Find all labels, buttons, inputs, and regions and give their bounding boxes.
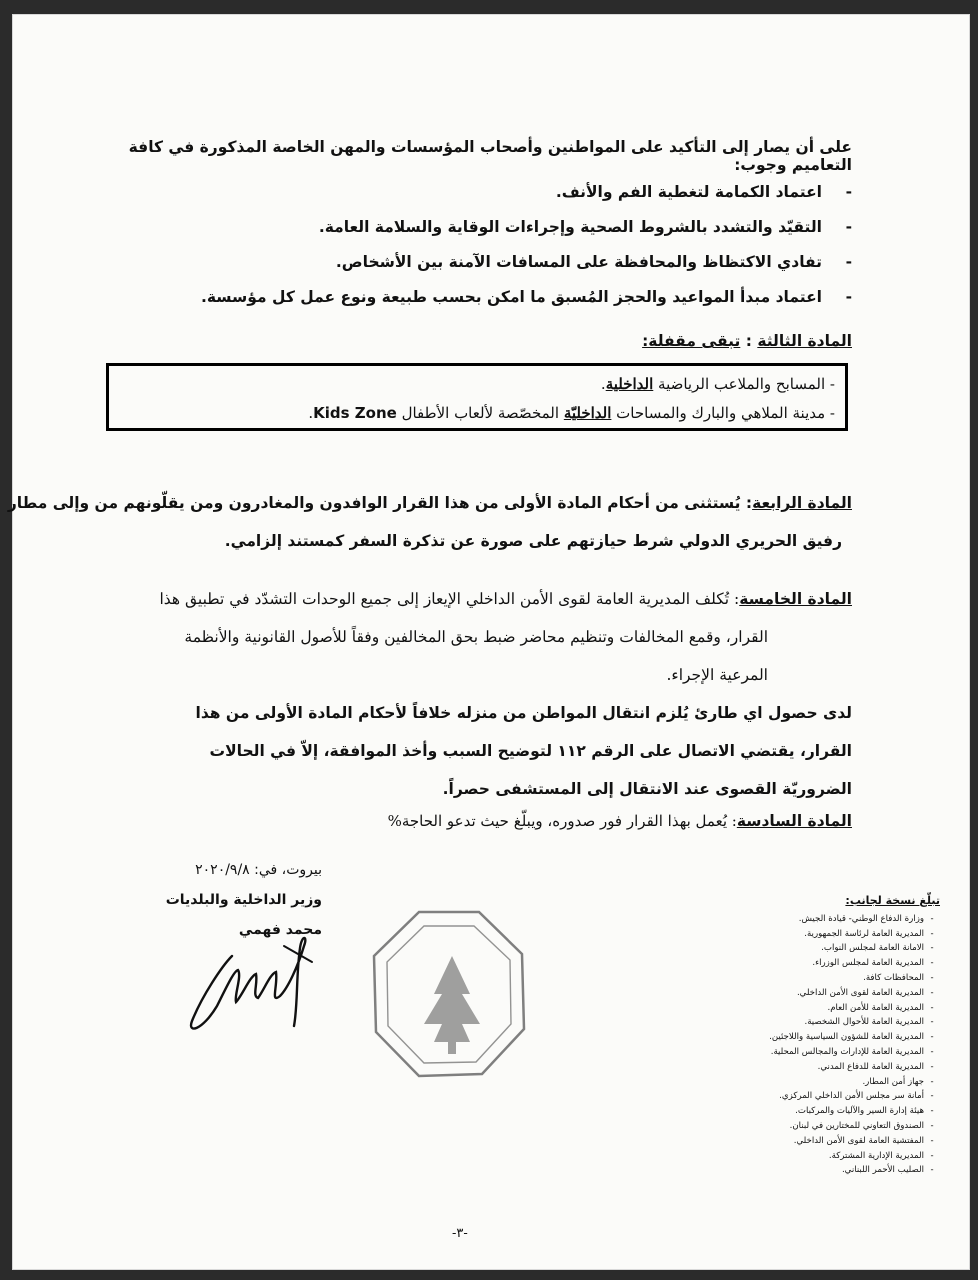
article-4: المادة الرابعة: يُستثنى من أحكام المادة الأولى من هذا القرار الوافدون والمغادرون ومن يقلّونهم من وإلى مطار رفيق الحريري الدولي شرط حيازتهم على صورة عن تذكرة السفر كمستند إلزامي. — [7, 494, 852, 550]
list-item: -المديرية العامة لمجلس الوزراء. — [812, 958, 934, 969]
list-item: -اعتماد الكمامة لتغطية الفم والأنف. — [555, 183, 852, 201]
list-item: -المديرية العامة لرئاسة الجمهورية. — [804, 928, 934, 939]
list-item: -المديرية العامة للأحوال الشخصية. — [804, 1017, 934, 1028]
closed-venues-box — [106, 363, 848, 431]
list-item: -جهاز أمن المطار. — [862, 1076, 934, 1087]
list-item: -المديرية العامة لقوى الأمن الداخلي. — [796, 987, 934, 998]
place-date: بيروت، في: ٢٠٢٠/٩/٨ — [195, 862, 322, 878]
distribution-list — [740, 894, 940, 1178]
handwritten-signature — [172, 926, 322, 1036]
list-item: -المديرية العامة للإدارات والمجالس المحلية. — [770, 1046, 934, 1057]
requirements-list — [132, 175, 852, 315]
intro-paragraph: على أن يصار إلى التأكيد على المواطنين وأصحاب المؤسسات والمهن الخاصة المذكورة في كافة التعاميم وجوب: — [128, 138, 852, 174]
list-item: -الصندوق التعاوني للمختارين في لبنان. — [789, 1120, 934, 1131]
list-item: -وزارة الدفاع الوطني- قيادة الجيش. — [798, 913, 934, 924]
list-item: -المحافظات كافة. — [863, 972, 934, 983]
article-5: المادة الخامسة: تُكلف المديرية العامة لقوى الأمن الداخلي الإيعاز إلى جميع الوحدات التشدّد في تطبيق هذا القرار، وقمع المخالفات وتنظيم محاضر ضبط بحق المخالفين وفقاً للأصول القانونية والأنظمة المرعية الإجراء. لدى حصول اي طارئ يُلزم انتقال المواطن من منزله خلافاً لأحكام المادة الأولى من هذا القرار، يقتضي الاتصال على الرقم ١١٢ لتوضيح السبب وأخذ الموافقة، إلاّ في الحالات الضروريّة القصوى عند الانتقال إلى المستشفى حصراً. — [159, 590, 852, 798]
minister-title: وزير الداخلية والبلديات — [165, 892, 322, 908]
article-6: المادة السادسة: يُعمل بهذا القرار فور صدوره، ويبلّغ حيث تدعو الحاجة% — [387, 812, 852, 830]
list-item: -الصليب الأحمر اللبناني. — [841, 1165, 934, 1176]
list-item: -المديرية العامة للدفاع المدني. — [817, 1061, 934, 1072]
list-item: -اعتماد مبدأ المواعيد والحجز المُسبق ما امكن بحسب طبيعة ونوع عمل كل مؤسسة. — [200, 288, 852, 306]
list-item: -أمانة سر مجلس الأمن الداخلي المركزي. — [779, 1091, 934, 1102]
list-item: -المديرية الإدارية المشتركة. — [828, 1150, 934, 1161]
page-number: -٣- — [452, 1226, 468, 1241]
box-row: - المسابح والملاعب الرياضية الداخلية. — [600, 375, 835, 393]
list-item: -المفتشية العامة لقوى الأمن الداخلي. — [793, 1135, 934, 1146]
list-item: -المديرية العامة للأمن العام. — [827, 1002, 934, 1013]
list-item: -تفادي الاكتظاظ والمحافظة على المسافات الآمنة بين الأشخاص. — [335, 253, 852, 271]
list-item: -هيئة إدارة السير والآليات والمركبات. — [795, 1106, 934, 1117]
box-row: - مدينة الملاهي والبارك والمساحات الداخليّة المخصّصة لألعاب الأطفال Kids Zone. — [308, 404, 835, 422]
list-item: -الامانة العامة لمجلس النواب. — [821, 943, 934, 954]
distribution-title: تبلّغ نسخة لجانب: — [845, 894, 940, 907]
article-3-heading: المادة الثالثة : تبقى مقفلة: — [642, 332, 852, 350]
document-page — [7, 14, 970, 1270]
ministry-seal — [364, 904, 534, 1084]
minister-name: محمد فهمي — [238, 922, 322, 938]
list-item: -التقيّد والتشدد بالشروط الصحية وإجراءات الوقاية والسلامة العامة. — [318, 218, 852, 236]
list-item: -المديرية العامة للشؤون السياسية واللاجئين. — [769, 1032, 934, 1043]
